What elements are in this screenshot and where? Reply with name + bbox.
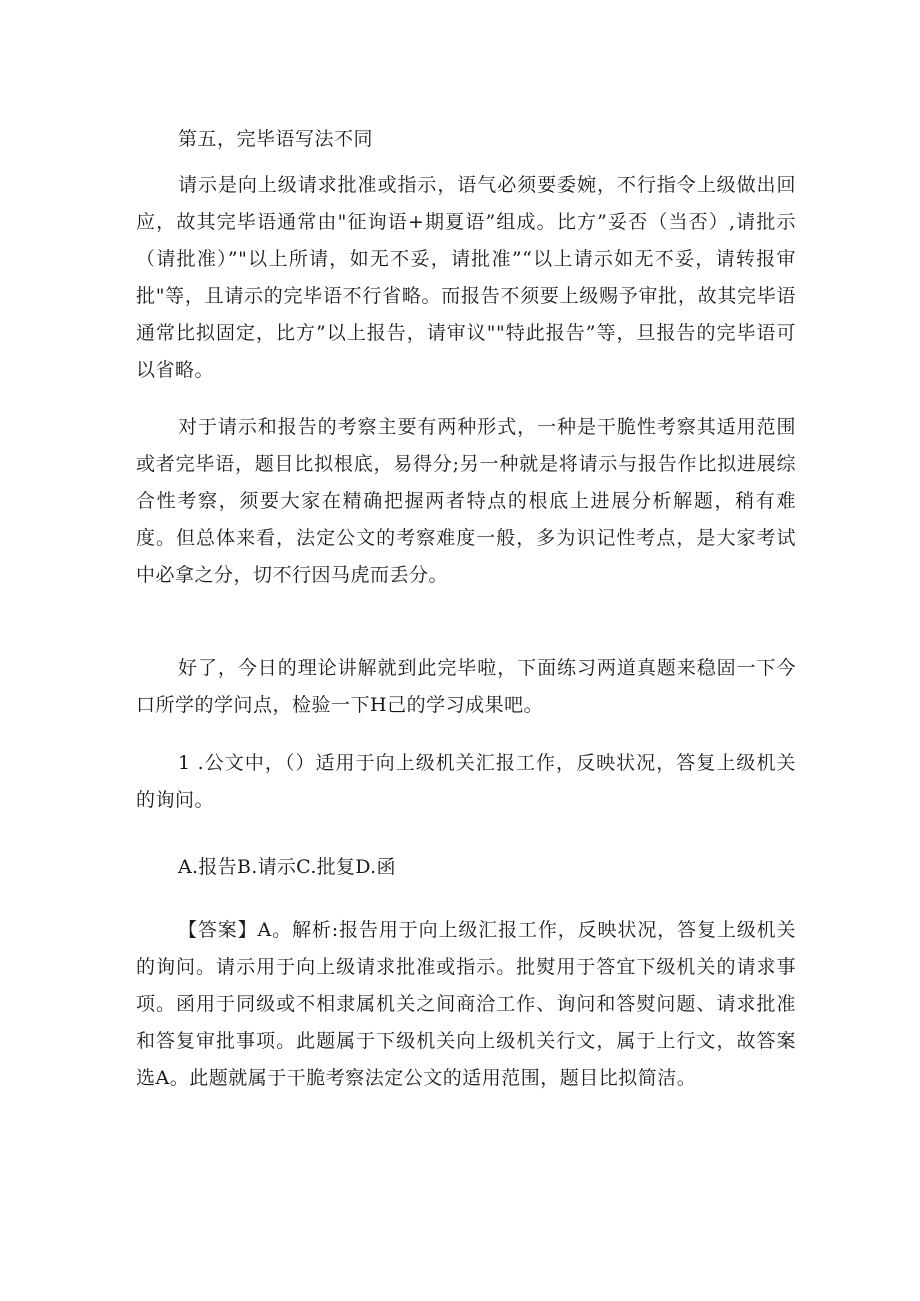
paragraph-practice-intro: 好了，今日的理论讲解就到此完毕啦，下面练习两道真题来稳固一下今口所学的学问点，检验一下H己的学习成果吧。 <box>136 657 796 716</box>
section-heading: 第五，完毕语写法不同 <box>178 128 374 150</box>
answer-explanation: 【答案】A。解析:报告用于向上级汇报工作，反映状况，答复上级机关的询问。请示用于向上级请求批准或指示。批熨用于答宜下级机关的请求事项。函用于同级或不相隶属机关之间商洽工作、询问和答熨问题、请求批准和答复审批事项。此题属于下级机关向上级机关行文，属于上行文，故答案选A。此题就属于干脆考察法定公文的适用范围，题目比拟简洁。 <box>136 919 796 1089</box>
paragraph-request-vs-report-closing: 请示是向上级请求批准或指示，语气必须要委婉，不行指令上级做出回应，故其完毕语通常由"征询语+期夏语”组成。比方”妥否（当否）,请批示（请批准）”"以上所请，如无不妥，请批准”“以上请示如无不妥，请转报审批"等，且请示的完毕语不行省略。而报告不须要上级赐予审批，故其完毕语通常比拟固定，比方”以上报告，请审议""特此报告”等，旦报告的完毕语可以省略。 <box>136 174 796 381</box>
question-options: A.报告B.请示C.批复D.函 <box>178 856 396 878</box>
question-text: 1 .公文中，（）适用于向上级机关汇报工作，反映状况，答复上级机关的询问。 <box>136 752 796 811</box>
paragraph-exam-forms: 对于请示和报告的考察主要有两种形式，一种是干脆性考察其适用范围或者完毕语，题目比拟根底，易得分;另一种就是将请示与报告作比拟进展综合性考察，须要大家在精确把握两者特点的根底上进展分析解题，稍有难度。但总体来看，法定公文的考察难度一般，多为识记性考点，是大家考试中必拿之分，切不行因马虎而丢分。 <box>136 416 796 586</box>
